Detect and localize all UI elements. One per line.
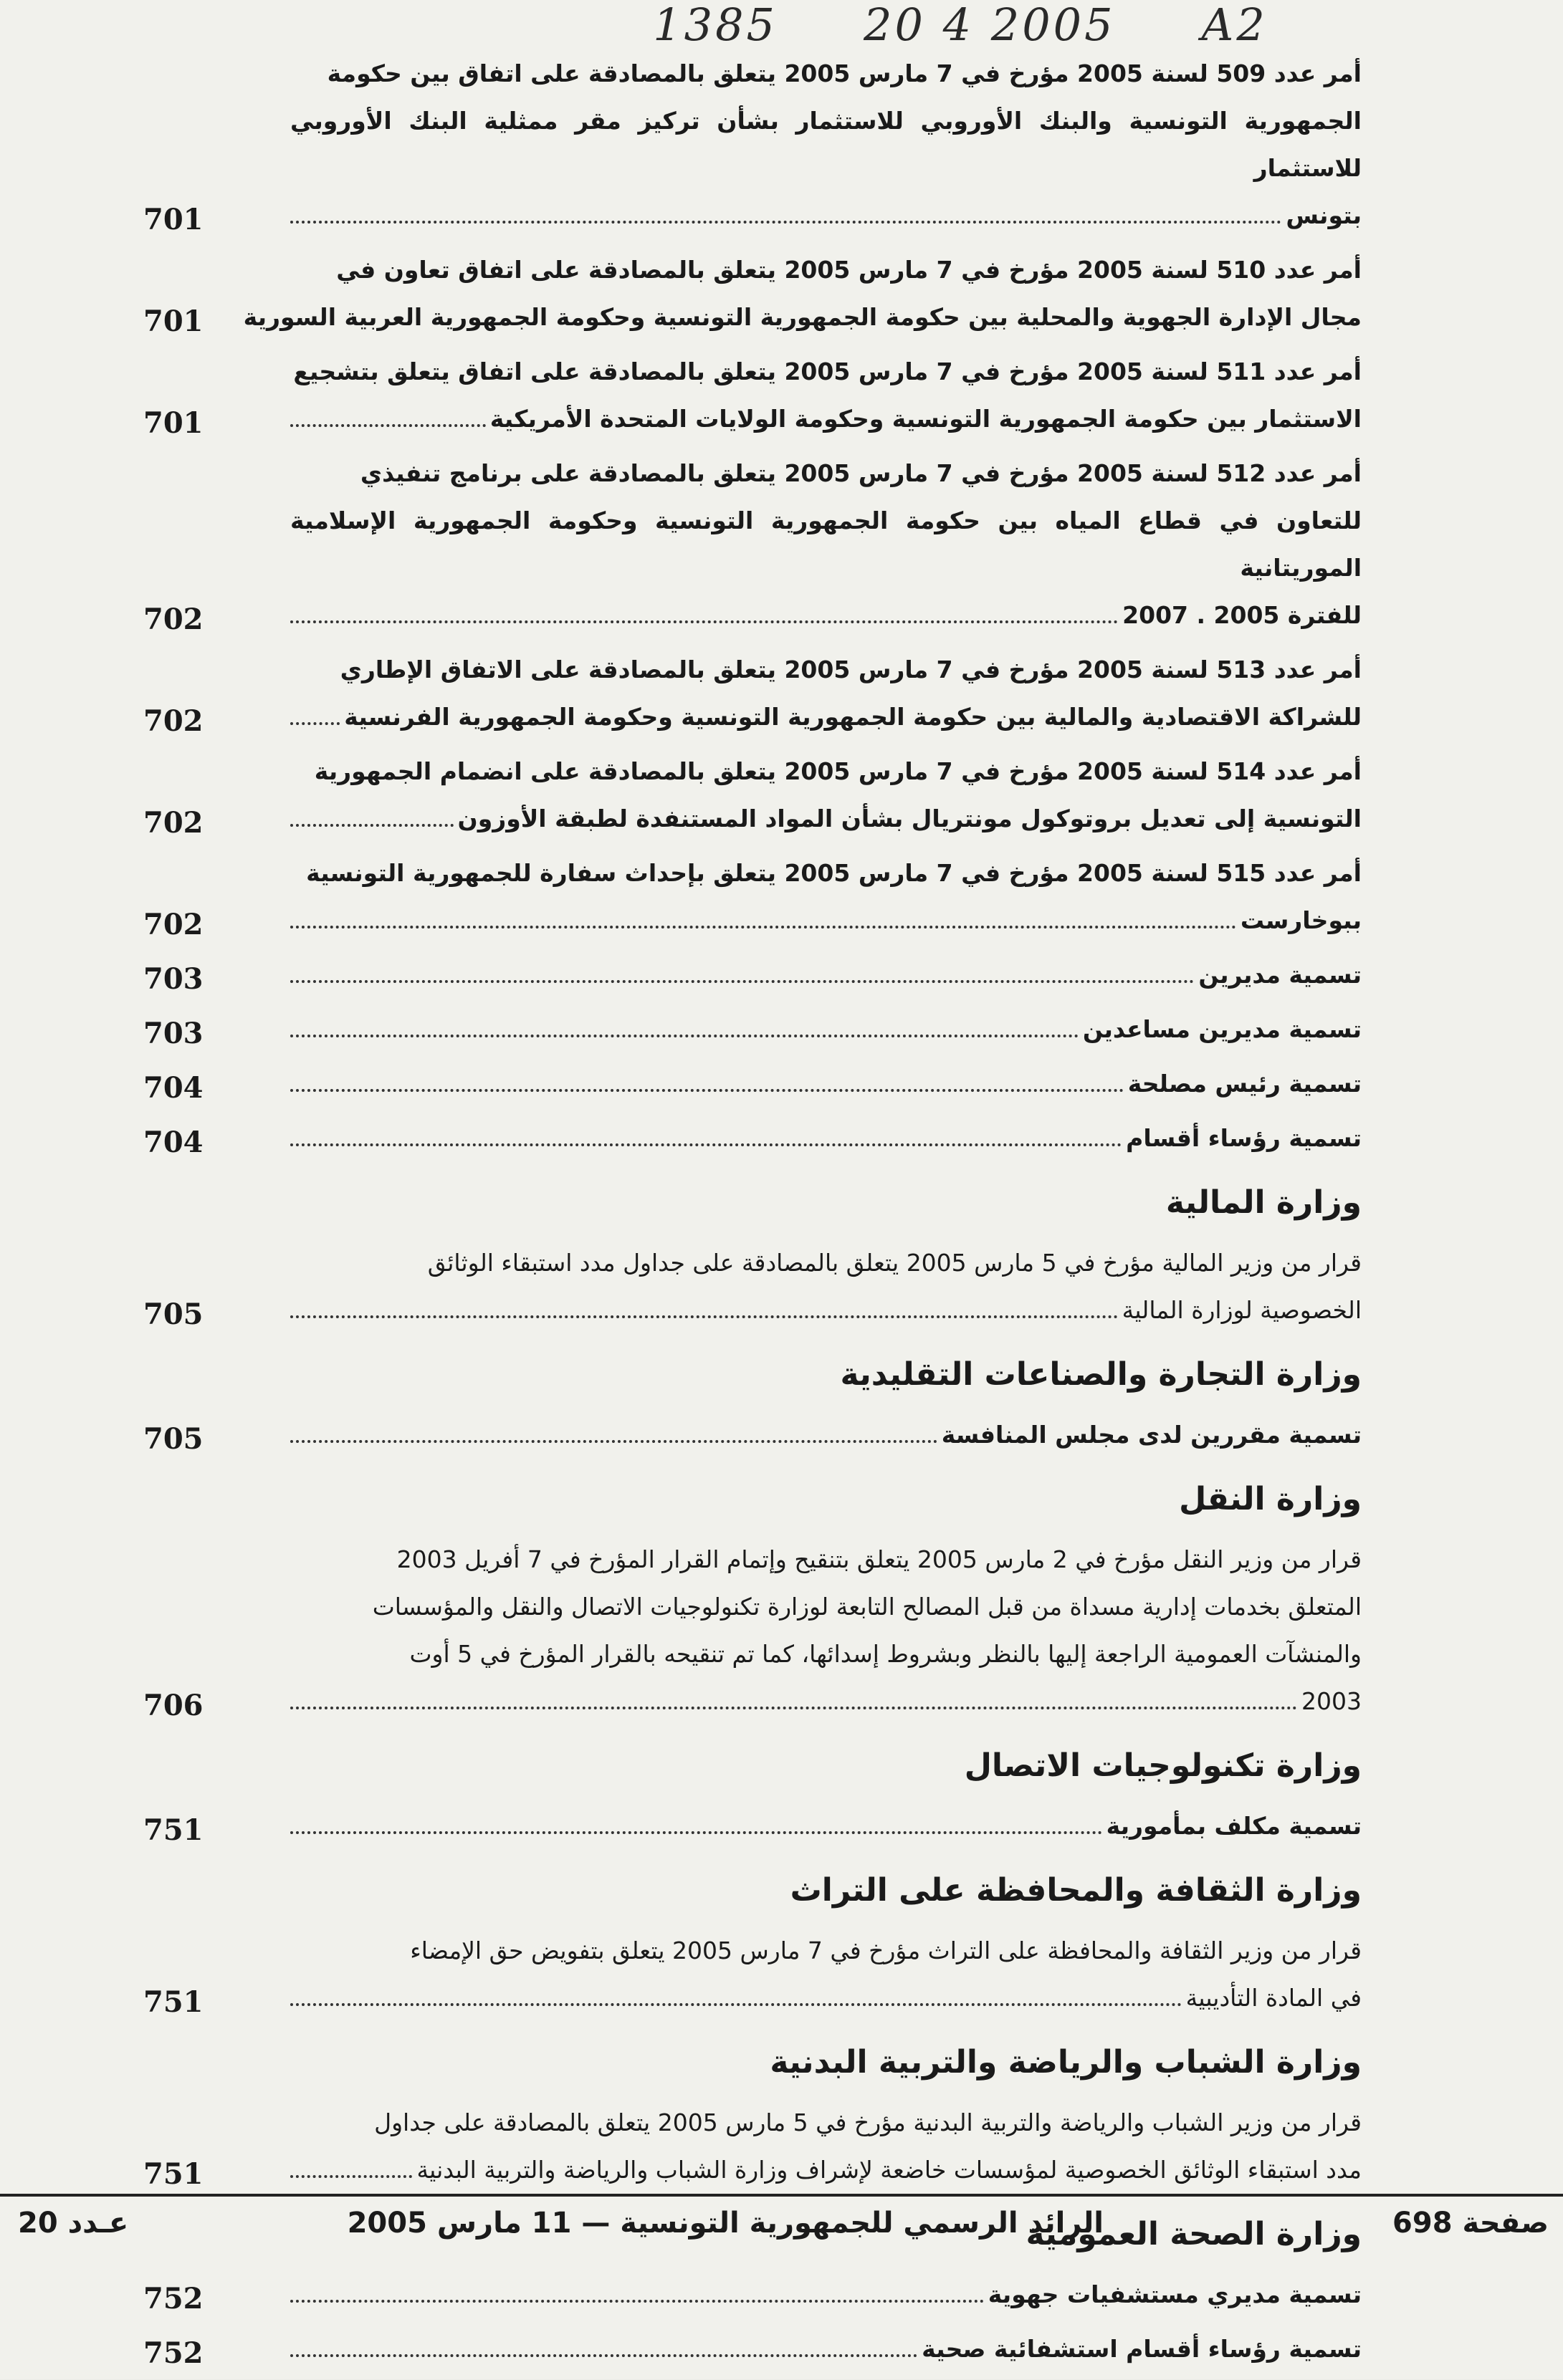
dot-leader: [290, 221, 1281, 224]
entry-title: للفترة 2005 . 2007: [1122, 601, 1362, 629]
entry-title: تسمية رؤساء أقسام: [1126, 1124, 1362, 1152]
entry-last-line: [290, 395, 1362, 443]
section-heading: وزارة المالية: [1165, 1184, 1362, 1221]
entry-page-number: 702: [143, 806, 204, 840]
toc-entry: [143, 951, 1362, 999]
dot-leader: [290, 1143, 1122, 1146]
toc-entry: [143, 246, 1362, 341]
entry-text-line: أمر عدد 512 لسنة 2005 مؤرخ في 7 مارس 2005 يتعلق بالمصادقة على برنامج تنفيذي: [360, 459, 1362, 487]
toc-entry: [143, 1006, 1362, 1053]
footer-divider: [0, 2194, 1563, 2197]
dot-leader: [290, 2175, 412, 2178]
entry-text-line: قرار من وزير النقل مؤرخ في 2 مارس 2005 يتعلق بتنقيح وإتمام القرار المؤرخ في 7 أفريل 2003: [396, 1545, 1362, 1573]
dot-leader: [290, 424, 486, 427]
dot-leader: [290, 620, 1118, 623]
entry-page-number: 704: [143, 1126, 204, 1159]
entry-page-number: 703: [143, 962, 204, 996]
toc-entry: [143, 50, 1362, 239]
toc-entry: [143, 1803, 1362, 1850]
section-heading: وزارة الشباب والرياضة والتربية البدنية: [770, 2044, 1362, 2081]
dot-leader: [290, 980, 1194, 983]
entry-last-line: [290, 694, 1362, 741]
entry-last-line: [290, 1974, 1362, 2022]
entry-title: تسمية مقررين لدى مجلس المنافسة: [941, 1421, 1362, 1449]
footer-gazette-title: الرائد الرسمي للجمهورية التونسية — 11 مارس 2005: [347, 2207, 1104, 2240]
entry-page-number: 701: [143, 203, 204, 236]
entry-title: الاستثمار بين حكومة الجمهورية التونسية وحكومة الولايات المتحدة الأمريكية: [489, 405, 1362, 433]
section-heading: وزارة التجارة والصناعات التقليدية: [840, 1356, 1362, 1393]
entry-last-line: [290, 1678, 1362, 1725]
entry-title: 2003: [1301, 1687, 1362, 1715]
dot-leader: [290, 2003, 1182, 2006]
entry-page-number: 702: [143, 603, 204, 636]
footer-page-number: صفحة 698: [1392, 2207, 1549, 2240]
section-heading: وزارة الثقافة والمحافظة على التراث: [790, 1872, 1362, 1909]
entry-page-number: 703: [143, 1017, 204, 1050]
dot-leader: [290, 1315, 1118, 1318]
entry-text-line: للتعاون في قطاع المياه بين حكومة الجمهورية التونسية وحكومة الجمهورية الإسلامية الموريتانية: [290, 507, 1362, 582]
toc-entry: [143, 850, 1362, 944]
entry-text-line: أمر عدد 511 لسنة 2005 مؤرخ في 7 مارس 2005 يتعلق بالمصادقة على اتفاق يتعلق بتشجيع: [293, 358, 1362, 385]
entry-page-number: 701: [143, 406, 204, 440]
toc-entry: [143, 2099, 1362, 2194]
toc-entry: [143, 646, 1362, 741]
entry-text-line: قرار من وزير الشباب والرياضة والتربية البدنية مؤرخ في 5 مارس 2005 يتعلق بالمصادقة على جداول: [374, 2108, 1362, 2136]
entry-page-number: 704: [143, 1071, 204, 1105]
entry-last-line: [290, 1803, 1362, 1850]
entry-text-line: قرار من وزير الثقافة والمحافظة على التراث مؤرخ في 7 مارس 2005 يتعلق بتفويض حق الإمضاء: [410, 1937, 1362, 1964]
entry-last-line: [243, 294, 1362, 341]
entry-text-line: الجمهورية التونسية والبنك الأوروبي للاستثمار بشأن تركيز مقر ممثلية البنك الأوروبي للاستثمار: [290, 107, 1362, 182]
entry-text-line: أمر عدد 514 لسنة 2005 مؤرخ في 7 مارس 2005 يتعلق بالمصادقة على انضمام الجمهورية: [314, 757, 1362, 785]
dot-leader: [290, 926, 1236, 929]
entry-last-line: [290, 1411, 1362, 1459]
dot-leader: [290, 1831, 1102, 1834]
section-heading: وزارة تكنولوجيات الاتصال: [964, 1747, 1362, 1784]
stamp-date: 20 4 2005: [864, 0, 1116, 51]
entry-last-line: [290, 1060, 1362, 1108]
entry-text-line: قرار من وزير المالية مؤرخ في 5 مارس 2005 يتعلق بالمصادقة على جداول مدد استبقاء الوثائق: [427, 1249, 1362, 1277]
dot-leader: [290, 1035, 1079, 1037]
dot-leader: [290, 824, 454, 827]
stamp-ref: A2: [1201, 0, 1268, 51]
toc-entry: [143, 1536, 1362, 1725]
entry-title: للشراكة الاقتصادية والمالية بين حكومة الجمهورية التونسية وحكومة الجمهورية الفرنسية: [344, 703, 1362, 731]
entry-title: تسمية رؤساء أقسام استشفائية صحية: [922, 2335, 1362, 2363]
entry-page-number: 706: [143, 1689, 204, 1722]
dot-leader: [290, 1089, 1124, 1092]
section-heading: وزارة النقل: [1179, 1481, 1362, 1517]
entry-title: تسمية مديرين مساعدين: [1082, 1015, 1362, 1043]
entry-last-line: [290, 592, 1362, 639]
entry-page-number: 701: [143, 304, 204, 338]
dot-leader: [290, 1440, 937, 1443]
entry-page-number: 752: [143, 2336, 204, 2370]
entry-title: في المادة التأديبية: [1185, 1984, 1362, 2012]
entry-title: التونسية إلى تعديل بروتوكول مونتريال بشأن المواد المستنفدة لطبقة الأوزون: [457, 805, 1362, 832]
entry-text-line: أمر عدد 513 لسنة 2005 مؤرخ في 7 مارس 2005 يتعلق بالمصادقة على الاتفاق الإطاري: [340, 656, 1362, 683]
entry-page-number: 705: [143, 1422, 204, 1456]
entry-title: بتونس: [1286, 201, 1362, 229]
toc-entry: [143, 1060, 1362, 1108]
entry-last-line: [290, 951, 1362, 999]
dot-leader: [290, 1707, 1297, 1709]
entry-last-line: [290, 192, 1362, 239]
toc-entry: [143, 1927, 1362, 2022]
stamp-code: 1385: [653, 0, 778, 51]
entry-last-line: [290, 1115, 1362, 1162]
entry-last-line: [290, 2146, 1362, 2194]
entry-title: تسمية رئيس مصلحة: [1127, 1070, 1362, 1098]
entry-text-line: والمنشآت العمومية الراجعة إليها بالنظر وبشروط إسدائها، كما تم تنقيحه بالقرار المؤرخ في 5 أوت: [409, 1640, 1362, 1668]
entry-title: تسمية مكلف بمأمورية: [1106, 1812, 1362, 1840]
entry-title: تسمية مديري مستشفيات جهوية: [988, 2280, 1362, 2308]
footer-issue-number: عـدد 20: [18, 2207, 129, 2240]
entry-text-line: أمر عدد 509 لسنة 2005 مؤرخ في 7 مارس 2005 يتعلق بالمصادقة على اتفاق بين حكومة: [327, 59, 1362, 87]
toc-entry: [143, 450, 1362, 639]
entry-last-line: [290, 2326, 1362, 2373]
dot-leader: [290, 722, 340, 725]
entry-last-line: [290, 2271, 1362, 2318]
toc-entry: [143, 2326, 1362, 2373]
dot-leader: [290, 2354, 917, 2357]
toc-entry: [143, 748, 1362, 843]
entry-title: مدد استبقاء الوثائق الخصوصية لمؤسسات خاضعة لإشراف وزارة الشباب والرياضة والتربية البدنية: [416, 2156, 1362, 2184]
entry-page-number: 705: [143, 1297, 204, 1331]
dot-leader: [290, 2300, 984, 2303]
entry-last-line: [290, 1287, 1362, 1334]
section-heading: وزارة الصحة العمومية: [1026, 2216, 1362, 2252]
toc-entry: [143, 348, 1362, 443]
toc-entry: [143, 1411, 1362, 1459]
handwritten-stamp: [545, 0, 1376, 53]
entry-page-number: 751: [143, 1985, 204, 2019]
entry-last-line: [290, 795, 1362, 843]
entry-last-line: [290, 897, 1362, 944]
entry-title: الخصوصية لوزارة المالية: [1122, 1296, 1362, 1324]
entry-page-number: 702: [143, 704, 204, 738]
entry-title: مجال الإدارة الجهوية والمحلية بين حكومة الجمهورية التونسية وحكومة الجمهورية العربية السورية: [243, 303, 1362, 331]
entry-page-number: 751: [143, 1813, 204, 1847]
page-footer: [0, 2207, 1563, 2250]
toc-entry: [143, 1239, 1362, 1334]
table-of-contents: [143, 50, 1362, 2380]
toc-entry: [143, 1115, 1362, 1162]
entry-title: ببوخارست: [1240, 906, 1362, 934]
entry-text-line: المتعلق بخدمات إدارية مسداة من قبل المصالح التابعة لوزارة تكنولوجيات الاتصال والنقل والمؤسسات: [372, 1593, 1362, 1621]
entry-text-line: أمر عدد 515 لسنة 2005 مؤرخ في 7 مارس 2005 يتعلق بإحداث سفارة للجمهورية التونسية: [306, 859, 1362, 887]
entry-text-line: أمر عدد 510 لسنة 2005 مؤرخ في 7 مارس 2005 يتعلق بالمصادقة على اتفاق تعاون في: [336, 256, 1362, 284]
entry-title: تسمية مديرين: [1198, 961, 1362, 989]
toc-entry: [143, 2271, 1362, 2318]
entry-last-line: [290, 1006, 1362, 1053]
entry-page-number: 751: [143, 2157, 204, 2191]
entry-page-number: 752: [143, 2282, 204, 2316]
entry-page-number: 702: [143, 908, 204, 941]
